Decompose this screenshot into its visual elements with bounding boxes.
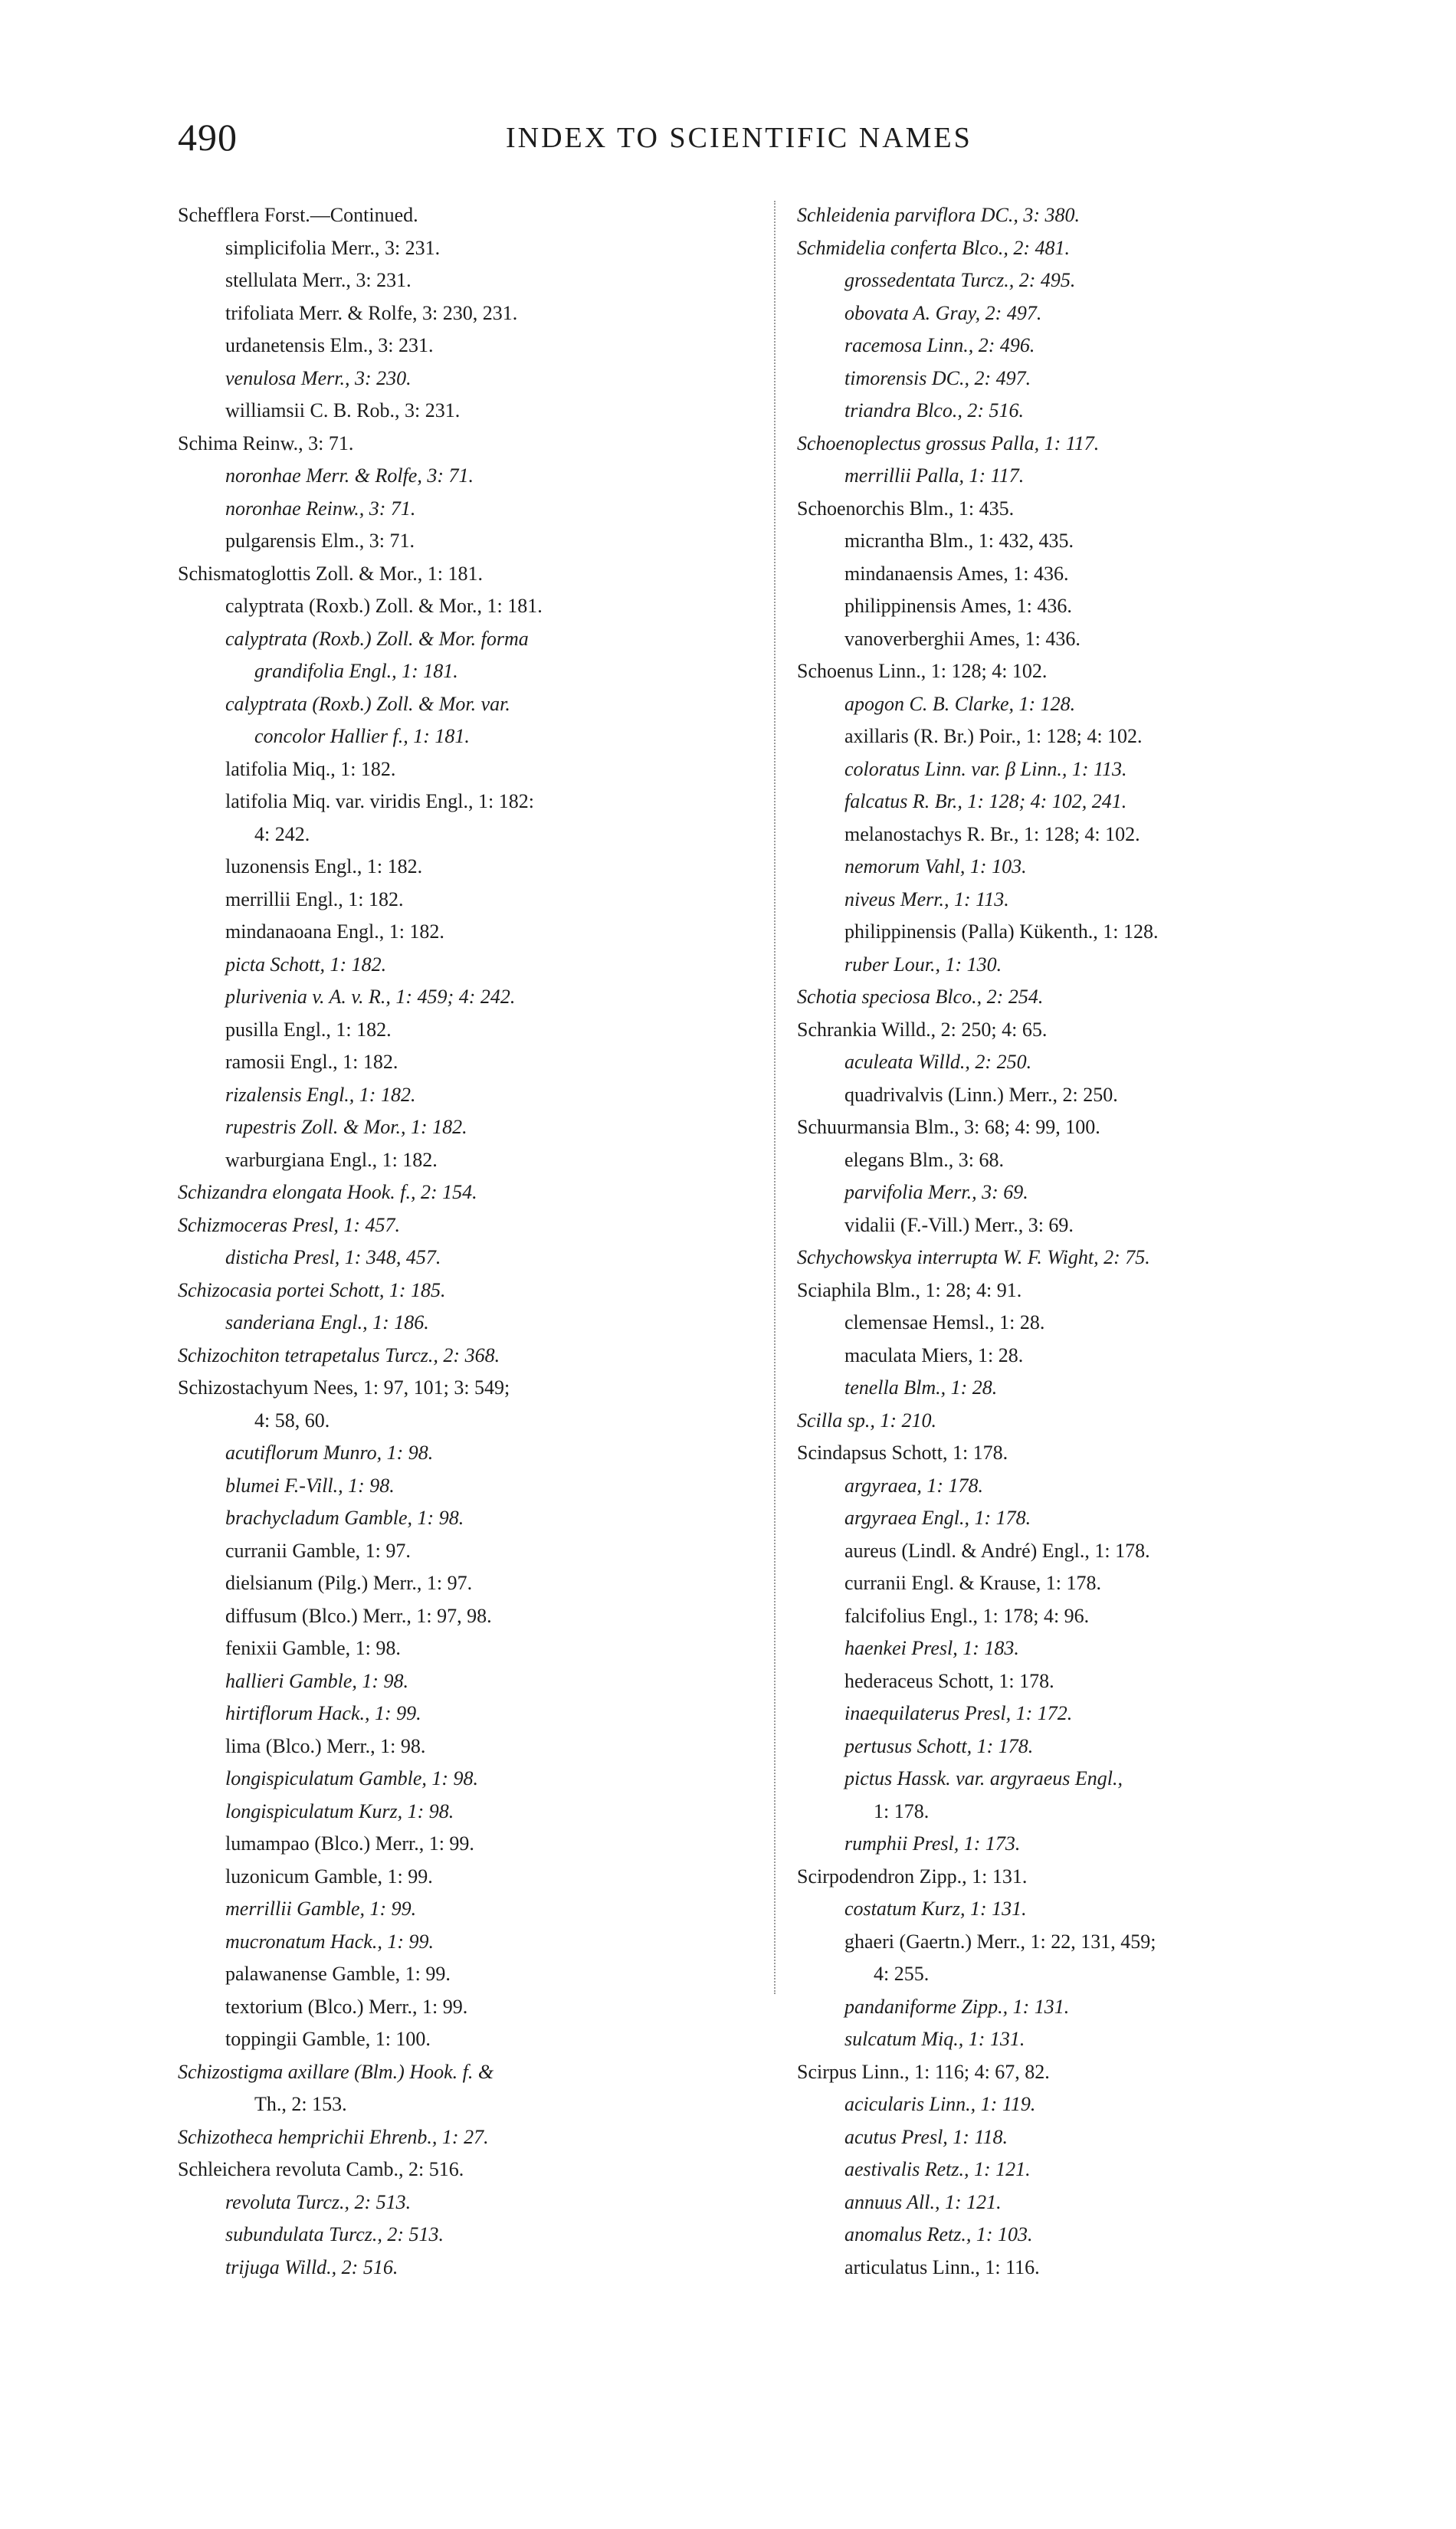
index-entry-genus: Schleidenia parviflora DC., 3: 380.	[797, 204, 1081, 226]
index-entry-species: grossedentata Turcz., 2: 495.	[844, 269, 1076, 291]
index-entry-species: pictus Hassk. var. argyraeus Engl.,	[844, 1767, 1123, 1789]
index-entry-species: quadrivalvis (Linn.) Merr., 2: 250.	[844, 1083, 1118, 1106]
index-entry-species: argyraea, 1: 178.	[844, 1474, 984, 1497]
index-entry-genus: Scirpodendron Zipp., 1: 131.	[797, 1865, 1028, 1888]
column-divider	[774, 201, 776, 1994]
index-entry-species: articulatus Linn., 1: 116.	[844, 2255, 1040, 2278]
index-entry-species: disticha Presl, 1: 348, 457.	[225, 1246, 441, 1268]
index-entry-species: toppingii Gamble, 1: 100.	[225, 2028, 431, 2050]
index-entry-species: vidalii (F.-Vill.) Merr., 3: 69.	[844, 1213, 1074, 1236]
index-entry-species: brachycladum Gamble, 1: 98.	[225, 1507, 464, 1529]
index-entry-species: falcatus R. Br., 1: 128; 4: 102, 241.	[844, 790, 1127, 812]
index-entry-species: mindanaoana Engl., 1: 182.	[225, 920, 444, 943]
index-entry-species: subundulata Turcz., 2: 513.	[225, 2223, 444, 2245]
index-entry-species: philippinensis (Palla) Kükenth., 1: 128.	[844, 920, 1159, 943]
index-entry-genus: Schizostachyum Nees, 1: 97, 101; 3: 549;	[178, 1376, 510, 1399]
index-entry-species: trijuga Willd., 2: 516.	[225, 2255, 398, 2278]
index-entry-species: plurivenia v. A. v. R., 1: 459; 4: 242.	[225, 986, 516, 1008]
index-entry-species: micrantha Blm., 1: 432, 435.	[844, 530, 1074, 552]
index-entry-species: timorensis DC., 2: 497.	[844, 366, 1031, 389]
index-entry-species: pulgarensis Elm., 3: 71.	[225, 530, 415, 552]
index-entry-species: anomalus Retz., 1: 103.	[844, 2223, 1033, 2245]
index-entry-species: triandra Blco., 2: 516.	[844, 399, 1024, 422]
index-column-right	[797, 199, 1410, 2284]
index-entry-species: longispiculatum Kurz, 1: 98.	[225, 1799, 454, 1822]
index-entry-genus: Schizandra elongata Hook. f., 2: 154.	[178, 1181, 477, 1203]
index-entry-species: stellulata Merr., 3: 231.	[225, 269, 412, 291]
index-entry-genus: Schefflera Forst.—Continued.	[178, 204, 418, 226]
index-entry-species: nemorum Vahl, 1: 103.	[844, 855, 1027, 877]
index-entry-genus: Scirpus Linn., 1: 116; 4: 67, 82.	[797, 2060, 1050, 2083]
index-entry-species: merrillii Gamble, 1: 99.	[225, 1898, 417, 1920]
page-number: 490	[178, 116, 238, 159]
index-entry-species: textorium (Blco.) Merr., 1: 99.	[225, 1995, 468, 2018]
index-entry-species: sulcatum Miq., 1: 131.	[844, 2028, 1025, 2050]
index-entry-species: ghaeri (Gaertn.) Merr., 1: 22, 131, 459;	[844, 1930, 1156, 1953]
index-entry-species: rizalensis Engl., 1: 182.	[225, 1083, 416, 1106]
index-entry-continuation: 1: 178.	[874, 1799, 930, 1822]
index-entry-species: urdanetensis Elm., 3: 231.	[225, 334, 434, 356]
index-entry-species: rupestris Zoll. & Mor., 1: 182.	[225, 1116, 467, 1138]
index-entry-species: aestivalis Retz., 1: 121.	[844, 2158, 1031, 2180]
index-entry-species: acutus Presl, 1: 118.	[844, 2125, 1008, 2148]
index-entry-species: aculeata Willd., 2: 250.	[844, 1051, 1032, 1073]
index-entry-species: tenella Blm., 1: 28.	[844, 1376, 998, 1399]
index-entry-species: hederaceus Schott, 1: 178.	[844, 1669, 1054, 1692]
index-entry-species: maculata Miers, 1: 28.	[844, 1343, 1024, 1366]
index-entry-species: inaequilaterus Presl, 1: 172.	[844, 1702, 1073, 1724]
page-header	[0, 107, 1456, 169]
index-entry-species: palawanense Gamble, 1: 99.	[225, 1963, 451, 1985]
index-entry-continuation: Th., 2: 153.	[254, 2093, 347, 2115]
index-entry-species: falcifolius Engl., 1: 178; 4: 96.	[844, 1604, 1090, 1627]
index-entry-species: dielsianum (Pilg.) Merr., 1: 97.	[225, 1572, 473, 1594]
index-entry-genus: Schizostigma axillare (Blm.) Hook. f. &	[178, 2060, 494, 2083]
index-entry-genus: Schleichera revoluta Camb., 2: 516.	[178, 2158, 464, 2180]
index-entry-species: acutiflorum Munro, 1: 98.	[225, 1442, 434, 1464]
index-entry-species: venulosa Merr., 3: 230.	[225, 366, 412, 389]
index-entry-species: revoluta Turcz., 2: 513.	[225, 2190, 412, 2213]
index-entry-species: curranii Gamble, 1: 97.	[225, 1539, 411, 1562]
index-entry-species: argyraea Engl., 1: 178.	[844, 1507, 1031, 1529]
index-entry-genus: Schoenoplectus grossus Palla, 1: 117.	[797, 431, 1100, 454]
index-entry-genus: Schizmoceras Presl, 1: 457.	[178, 1213, 401, 1236]
index-entry-species: merrillii Palla, 1: 117.	[844, 464, 1025, 487]
index-entry-genus: Schoenus Linn., 1: 128; 4: 102.	[797, 660, 1048, 682]
index-entry-genus: Schotia speciosa Blco., 2: 254.	[797, 986, 1044, 1008]
index-entry-species: noronhae Merr. & Rolfe, 3: 71.	[225, 464, 474, 487]
index-entry-genus: Schuurmansia Blm., 3: 68; 4: 99, 100.	[797, 1116, 1100, 1138]
index-entry-genus: Schima Reinw., 3: 71.	[178, 431, 354, 454]
index-entry-continuation: grandifolia Engl., 1: 181.	[254, 660, 458, 682]
index-entry-species: niveus Merr., 1: 113.	[844, 887, 1009, 910]
index-entry-species: longispiculatum Gamble, 1: 98.	[225, 1767, 479, 1789]
index-entry-continuation: 4: 255.	[874, 1963, 930, 1985]
index-entry-continuation: concolor Hallier f., 1: 181.	[254, 725, 470, 747]
index-entry-species: costatum Kurz, 1: 131.	[844, 1898, 1027, 1920]
index-entry-species: parvifolia Merr., 3: 69.	[844, 1181, 1028, 1203]
index-entry-species: vanoverberghii Ames, 1: 436.	[844, 627, 1081, 650]
index-entry-species: pandaniforme Zipp., 1: 131.	[844, 1995, 1070, 2018]
index-entry-species: calyptrata (Roxb.) Zoll. & Mor. forma	[225, 627, 529, 650]
index-entry-species: elegans Blm., 3: 68.	[844, 1148, 1004, 1171]
index-entry-species: diffusum (Blco.) Merr., 1: 97, 98.	[225, 1604, 492, 1627]
index-entry-genus: Schizocasia portei Schott, 1: 185.	[178, 1278, 446, 1301]
index-entry-species: simplicifolia Merr., 3: 231.	[225, 236, 441, 259]
index-entry-genus: Schrankia Willd., 2: 250; 4: 65.	[797, 1018, 1048, 1041]
index-entry-species: melanostachys R. Br., 1: 128; 4: 102.	[844, 822, 1140, 845]
index-entry-species: obovata A. Gray, 2: 497.	[844, 301, 1042, 324]
index-entry-species: mindanaensis Ames, 1: 436.	[844, 562, 1069, 585]
index-entry-genus: Schychowskya interrupta W. F. Wight, 2: 75.	[797, 1246, 1150, 1268]
index-entry-species: philippinensis Ames, 1: 436.	[844, 595, 1072, 617]
index-entry-species: trifoliata Merr. & Rolfe, 3: 230, 231.	[225, 301, 518, 324]
index-entry-genus: Sciaphila Blm., 1: 28; 4: 91.	[797, 1278, 1022, 1301]
index-entry-species: lima (Blco.) Merr., 1: 98.	[225, 1734, 426, 1757]
index-entry-species: calyptrata (Roxb.) Zoll. & Mor., 1: 181.	[225, 595, 543, 617]
index-entry-genus: Scindapsus Schott, 1: 178.	[797, 1442, 1008, 1464]
index-entry-species: warburgiana Engl., 1: 182.	[225, 1148, 438, 1171]
index-entry-species: hallieri Gamble, 1: 98.	[225, 1669, 409, 1692]
index-entry-genus: Schizochiton tetrapetalus Turcz., 2: 368.	[178, 1343, 500, 1366]
index-entry-species: clemensae Hemsl., 1: 28.	[844, 1311, 1045, 1333]
index-entry-species: coloratus Linn. var. β Linn., 1: 113.	[844, 757, 1127, 780]
index-entry-species: noronhae Reinw., 3: 71.	[225, 497, 416, 520]
index-entry-species: aureus (Lindl. & André) Engl., 1: 178.	[844, 1539, 1150, 1562]
index-entry-species: ramosii Engl., 1: 182.	[225, 1051, 398, 1073]
index-entry-species: blumei F.-Vill., 1: 98.	[225, 1474, 395, 1497]
index-entry-species: axillaris (R. Br.) Poir., 1: 128; 4: 102.	[844, 725, 1143, 747]
index-entry-genus: Schismatoglottis Zoll. & Mor., 1: 181.	[178, 562, 483, 585]
index-entry-species: williamsii C. B. Rob., 3: 231.	[225, 399, 461, 422]
index-entry-genus: Schoenorchis Blm., 1: 435.	[797, 497, 1015, 520]
index-entry-species: ruber Lour., 1: 130.	[844, 953, 1002, 976]
index-entry-species: latifolia Miq., 1: 182.	[225, 757, 396, 780]
index-entry-species: lumampao (Blco.) Merr., 1: 99.	[225, 1832, 474, 1855]
index-entry-species: curranii Engl. & Krause, 1: 178.	[844, 1572, 1102, 1594]
index-entry-species: sanderiana Engl., 1: 186.	[225, 1311, 429, 1333]
index-entry-species: merrillii Engl., 1: 182.	[225, 887, 404, 910]
index-entry-genus: Schizotheca hemprichii Ehrenb., 1: 27.	[178, 2125, 489, 2148]
index-column-left	[178, 199, 760, 2284]
index-entry-species: acicularis Linn., 1: 119.	[844, 2093, 1036, 2115]
index-entry-species: mucronatum Hack., 1: 99.	[225, 1930, 434, 1953]
index-entry-species: racemosa Linn., 2: 496.	[844, 334, 1035, 356]
index-entry-species: picta Schott, 1: 182.	[225, 953, 387, 976]
index-entry-species: pertusus Schott, 1: 178.	[844, 1734, 1034, 1757]
index-entry-species: hirtiflorum Hack., 1: 99.	[225, 1702, 421, 1724]
index-entry-species: annuus All., 1: 121.	[844, 2190, 1002, 2213]
index-entry-species: apogon C. B. Clarke, 1: 128.	[844, 692, 1076, 715]
index-entry-species: luzonensis Engl., 1: 182.	[225, 855, 423, 877]
index-entry-species: pusilla Engl., 1: 182.	[225, 1018, 392, 1041]
index-entry-species: latifolia Miq. var. viridis Engl., 1: 182:	[225, 790, 534, 812]
index-entry-genus: Schmidelia conferta Blco., 2: 481.	[797, 236, 1070, 259]
index-entry-continuation: 4: 58, 60.	[254, 1409, 330, 1432]
index-entry-species: rumphii Presl, 1: 173.	[844, 1832, 1021, 1855]
index-entry-genus: Scilla sp., 1: 210.	[797, 1409, 936, 1432]
index-entry-species: luzonicum Gamble, 1: 99.	[225, 1865, 433, 1888]
index-entry-continuation: 4: 242.	[254, 822, 310, 845]
index-entry-species: fenixii Gamble, 1: 98.	[225, 1637, 401, 1659]
index-entry-species: haenkei Presl, 1: 183.	[844, 1637, 1019, 1659]
index-entry-species: calyptrata (Roxb.) Zoll. & Mor. var.	[225, 692, 510, 715]
page-title: INDEX TO SCIENTIFIC NAMES	[506, 122, 972, 154]
